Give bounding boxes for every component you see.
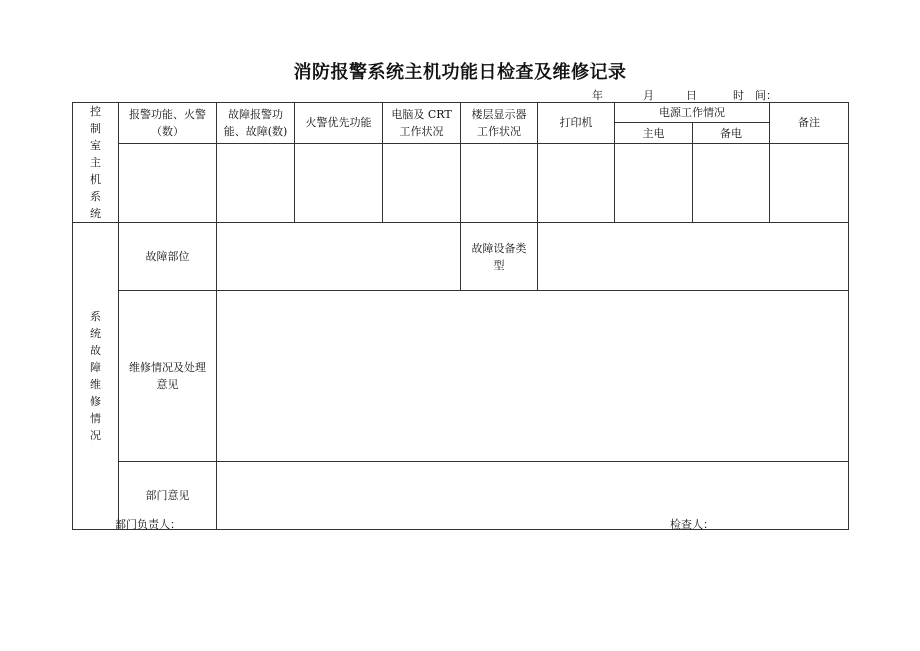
date-time-label: 时 间： xyxy=(733,89,777,102)
label-fault-location: 故障部位 xyxy=(119,223,217,291)
date-month-label: 月 xyxy=(643,89,654,102)
header-fault-alarm-function: 故障报警功能、故障(数) xyxy=(217,103,295,144)
header-computer-crt: 电脑及 CRT 工作状况 xyxy=(383,103,461,144)
input-fault-location[interactable] xyxy=(217,223,461,291)
date-day-label: 日 xyxy=(686,89,697,102)
label-dept-opinion: 部门意见 xyxy=(119,462,217,530)
section-label-fault-repair: 系统故障维修情况 xyxy=(73,223,119,530)
input-computer-crt[interactable] xyxy=(383,143,461,222)
input-repair-opinion[interactable] xyxy=(217,291,849,462)
input-main-power[interactable] xyxy=(615,143,693,222)
header-fire-priority: 火警优先功能 xyxy=(295,103,383,144)
footer-inspector: 检查人： xyxy=(670,518,714,531)
input-remarks[interactable] xyxy=(770,143,849,222)
header-remarks: 备注 xyxy=(770,103,849,144)
input-floor-display[interactable] xyxy=(461,143,538,222)
section-label-control-room: 控制室主机系统 xyxy=(73,103,119,223)
page-title: 消防报警系统主机功能日检查及维修记录 xyxy=(293,62,627,83)
header-power-status: 电源工作情况 xyxy=(615,103,770,123)
header-printer: 打印机 xyxy=(538,103,615,144)
label-repair-opinion: 维修情况及处理意见 xyxy=(119,291,217,462)
header-main-power: 主电 xyxy=(615,123,693,143)
input-dept-opinion[interactable] xyxy=(217,462,849,530)
input-fault-device-type[interactable] xyxy=(538,223,849,291)
header-backup-power: 备电 xyxy=(693,123,770,143)
header-alarm-function: 报警功能、火警（数） xyxy=(119,103,217,144)
input-fault-alarm-function[interactable] xyxy=(217,143,295,222)
header-floor-display: 楼层显示器工作状况 xyxy=(461,103,538,144)
inspection-form-table xyxy=(72,102,849,530)
input-fire-priority[interactable] xyxy=(295,143,383,222)
footer-dept-head: 部门负责人： xyxy=(115,518,181,531)
input-alarm-function[interactable] xyxy=(119,143,217,222)
input-backup-power[interactable] xyxy=(693,143,770,222)
date-year-label: 年 xyxy=(592,89,603,102)
input-printer[interactable] xyxy=(538,143,615,222)
label-fault-device-type: 故障设备类型 xyxy=(461,223,538,291)
